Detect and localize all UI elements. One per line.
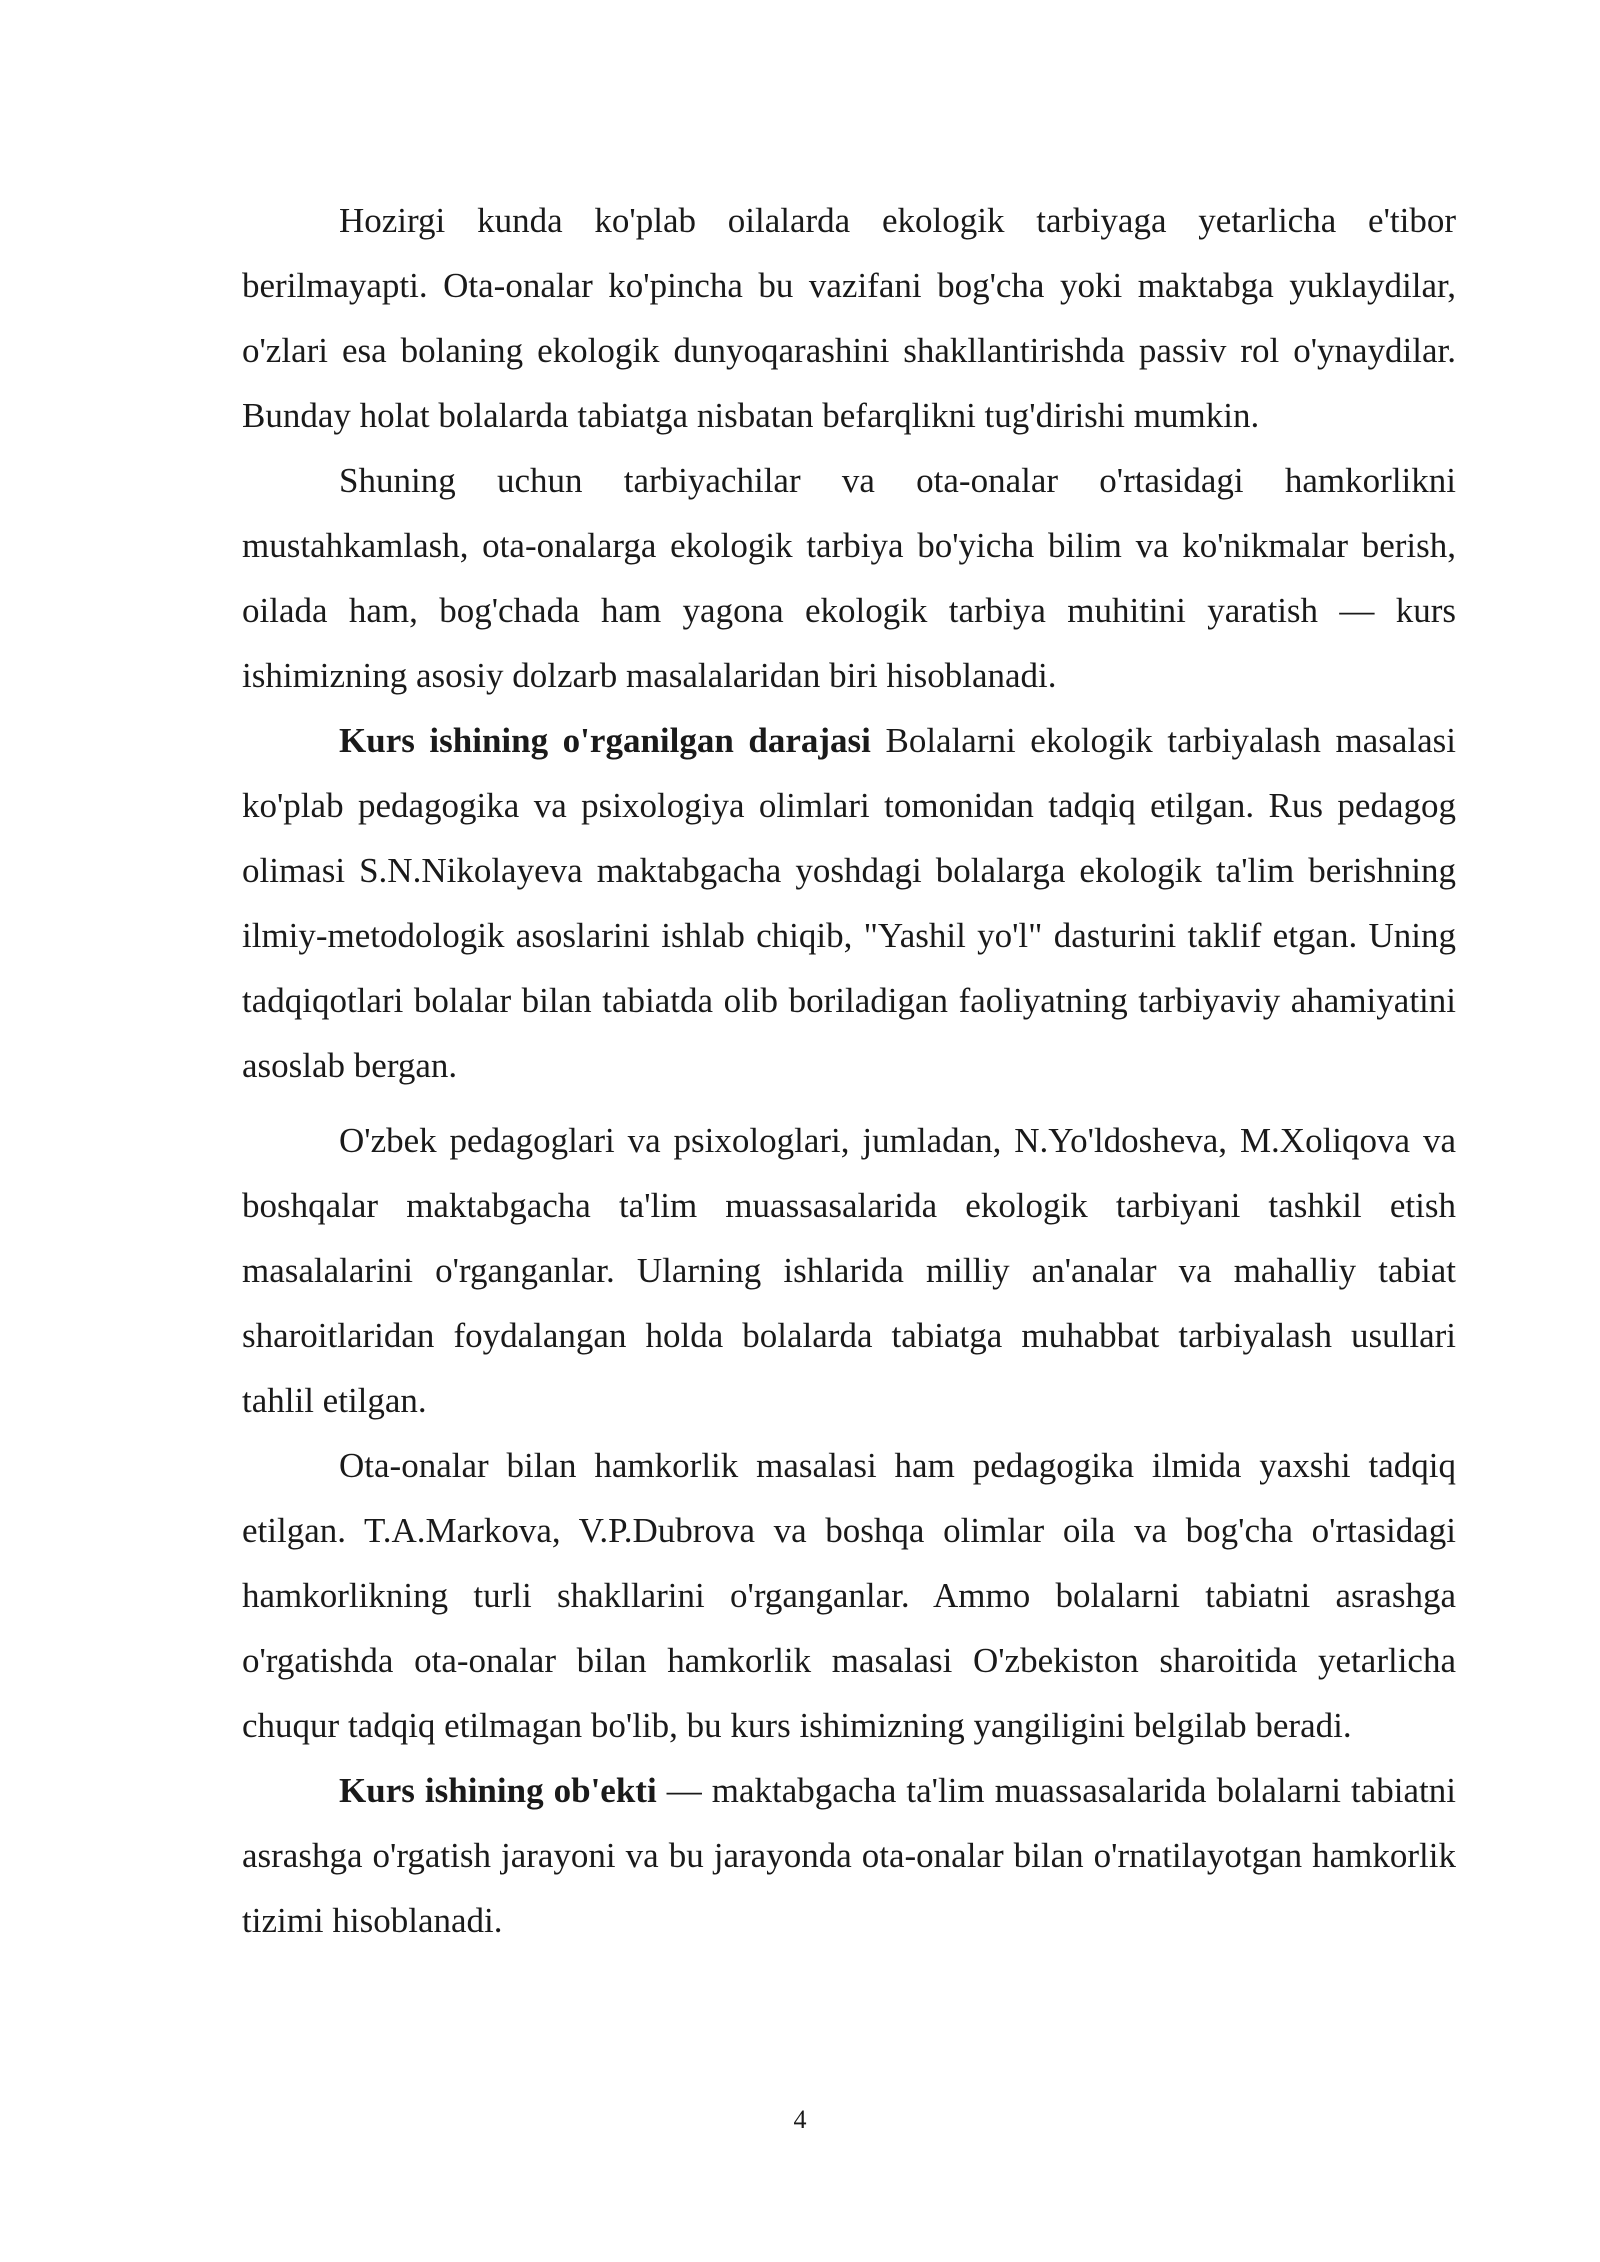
paragraph-family-neglect [242,188,1456,448]
paragraph-text: — maktabgacha ta'lim muassasalarida bolalarni tabiatni asrashga o'rgatish jarayoni va bu jarayonda ota-onalar bilan o'rnatilayotgan hamkorlik tizimi hisoblanadi. [242,1771,1456,1940]
paragraph-text: Shuning uchun tarbiyachilar va ota-onalar o'rtasidagi hamkorlikni mustahkamlash, ota-onalarga ekologik tarbiya bo'yicha bilim va ko'nikmalar berish, oilada ham, bog'chada ham yagona ekologik tarbiya muhitini yaratish — kurs ishimizning asosiy dolzarb masalalaridan biri hisoblanadi. [242,461,1456,695]
paragraph-text: Hozirgi kunda ko'plab oilalarda ekologik tarbiyaga yetarlicha e'tibor berilmayapti. Ota-onalar ko'pincha bu vazifani bog'cha yoki maktabga yuklaydilar, o'zlari esa bolaning ekologik dunyoqarashini shakllantirishda passiv rol o'ynaydilar. Bunday holat bolalarda tabiatga nisbatan befarqlikni tug'dirishi mumkin. [242,201,1456,435]
paragraph-text: Bolalarni ekologik tarbiyalash masalasi ko'plab pedagogika va psixologiya olimlari tomonidan tadqiq etilgan. Rus pedagog olimasi S.N.Nikolayeva maktabgacha yoshdagi bolalarga ekologik ta'lim berishning ilmiy-metodologik asoslarini ishlab chiqib, "Yashil yo'l" dasturini taklif etgan. Uning tadqiqotlari bolalar bilan tabiatda olib boriladigan faoliyatning tarbiyaviy ahamiyatini asoslab bergan. [242,721,1457,1085]
paragraph-text: Ota-onalar bilan hamkorlik masalasi ham pedagogika ilmida yaxshi tadqiq etilgan. T.A.Markova, V.P.Dubrova va boshqa olimlar oila va bog'cha o'rtasidagi hamkorlikning turli shakllarini o'rganganlar. Ammo bolalarni tabiatni asrashga o'rgatishda ota-onalar bilan hamkorlik masalasi O'zbekiston sharoitida yetarlicha chuqur tadqiq etilmagan bo'lib, bu kurs ishimizning yangiligini belgilab beradi. [242,1446,1456,1745]
paragraph-uzbek-scholars [242,1108,1456,1433]
paragraph-research-object [242,1758,1456,1953]
paragraph-cooperation-relevance [242,448,1456,708]
paragraph-heading: Kurs ishining o'rganilgan darajasi [339,721,871,760]
document-body [242,188,1456,1953]
paragraph-parent-cooperation [242,1433,1456,1758]
paragraph-text: O'zbek pedagoglari va psixologlari, jumladan, N.Yo'ldosheva, M.Xoliqova va boshqalar maktabgacha ta'lim muassasalarida ekologik tarbiyani tashkil etish masalalarini o'rganganlar. Ularning ishlarida milliy an'analar va mahalliy tabiat sharoitlaridan foydalangan holda bolalarda tabiatga muhabbat tarbiyalash usullari tahlil etilgan. [242,1121,1456,1420]
paragraph-heading: Kurs ishining ob'ekti [339,1771,657,1810]
paragraph-study-degree [242,708,1456,1098]
page-number: 4 [793,2105,807,2134]
